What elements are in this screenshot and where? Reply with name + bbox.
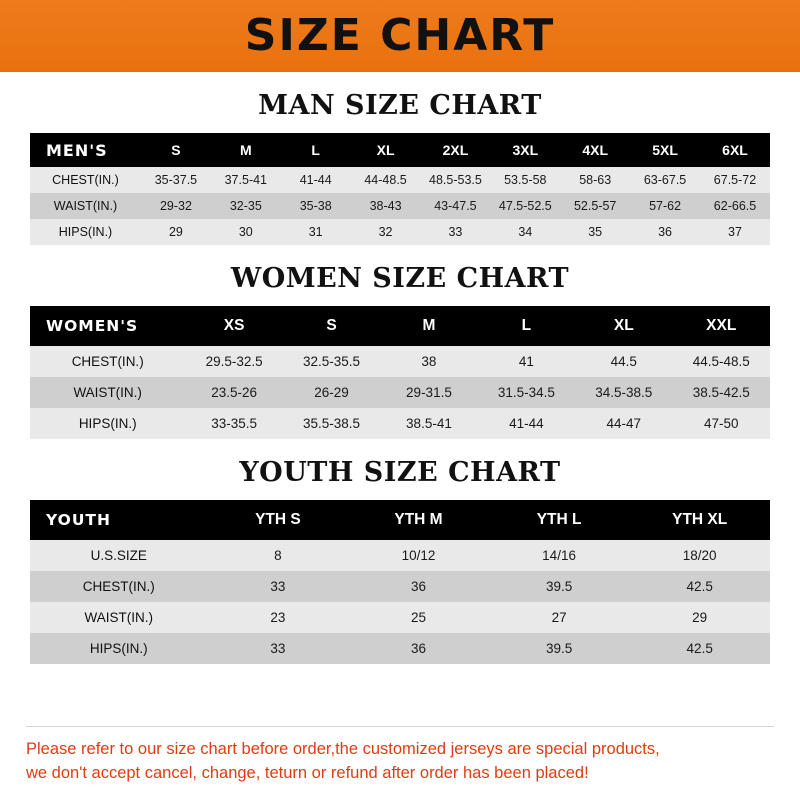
men-size-table-wrap xyxy=(30,133,770,245)
cell: 38.5-42.5 xyxy=(673,377,771,408)
men-header-l: L xyxy=(281,133,351,167)
footer-line-1: Please refer to our size chart before order,the customized jerseys are special products, xyxy=(26,739,660,758)
table-row xyxy=(30,377,770,408)
section-title-men: MAN SIZE CHART xyxy=(258,90,542,121)
table-header-row xyxy=(30,133,770,167)
women-table-body xyxy=(30,346,770,439)
women-header-xl: XL xyxy=(575,306,672,346)
table-row xyxy=(30,633,770,664)
youth-header-l: YTH L xyxy=(489,500,630,540)
cell: 35-37.5 xyxy=(141,167,211,193)
cell: 44.5-48.5 xyxy=(673,346,771,377)
cell: 36 xyxy=(348,571,489,602)
cell: 31.5-34.5 xyxy=(478,377,575,408)
men-header-3xl: 3XL xyxy=(490,133,560,167)
row-label: CHEST(IN.) xyxy=(30,346,185,377)
cell: 38-43 xyxy=(351,193,421,219)
table-header-row xyxy=(30,306,770,346)
men-size-table xyxy=(30,133,770,245)
row-label: WAIST(IN.) xyxy=(30,193,141,219)
cell: 29 xyxy=(141,219,211,245)
women-header-s: S xyxy=(283,306,380,346)
cell: 23 xyxy=(208,602,349,633)
cell: 31 xyxy=(281,219,351,245)
cell: 32.5-35.5 xyxy=(283,346,380,377)
row-label: CHEST(IN.) xyxy=(30,571,208,602)
cell: 37.5-41 xyxy=(211,167,281,193)
men-header-2xl: 2XL xyxy=(421,133,491,167)
cell: 32 xyxy=(351,219,421,245)
cell: 36 xyxy=(630,219,700,245)
men-header-6xl: 6XL xyxy=(700,133,770,167)
women-header-xxl: XXL xyxy=(673,306,771,346)
women-table-header xyxy=(30,306,770,346)
table-row xyxy=(30,219,770,245)
cell: 52.5-57 xyxy=(560,193,630,219)
men-header-xl: XL xyxy=(351,133,421,167)
men-header-s: S xyxy=(141,133,211,167)
cell: 62-66.5 xyxy=(700,193,770,219)
cell: 35.5-38.5 xyxy=(283,408,380,439)
row-label: CHEST(IN.) xyxy=(30,167,141,193)
cell: 44-48.5 xyxy=(351,167,421,193)
women-header-xs: XS xyxy=(185,306,282,346)
cell: 39.5 xyxy=(489,571,630,602)
cell: 42.5 xyxy=(629,571,770,602)
row-label: HIPS(IN.) xyxy=(30,408,185,439)
youth-header- s: YTH S xyxy=(208,500,349,540)
cell: 41 xyxy=(478,346,575,377)
cell: 27 xyxy=(489,602,630,633)
youth-table-body xyxy=(30,540,770,664)
women-size-table-wrap xyxy=(30,306,770,439)
cell: 30 xyxy=(211,219,281,245)
cell: 33-35.5 xyxy=(185,408,282,439)
table-header-row xyxy=(30,500,770,540)
cell: 43-47.5 xyxy=(421,193,491,219)
cell: 41-44 xyxy=(281,167,351,193)
cell: 44.5 xyxy=(575,346,672,377)
row-label: U.S.SIZE xyxy=(30,540,208,571)
cell: 29-32 xyxy=(141,193,211,219)
cell: 37 xyxy=(700,219,770,245)
youth-header-xl: YTH XL xyxy=(629,500,770,540)
footer-line-2: we don't accept cancel, change, teturn or refund after order has been placed! xyxy=(26,764,589,783)
footer-note xyxy=(0,716,800,800)
row-label: WAIST(IN.) xyxy=(30,377,185,408)
cell: 63-67.5 xyxy=(630,167,700,193)
youth-size-table-wrap xyxy=(30,500,770,664)
women-header-label: WOMEN'S xyxy=(30,306,185,346)
cell: 26-29 xyxy=(283,377,380,408)
row-label: HIPS(IN.) xyxy=(30,219,141,245)
cell: 18/20 xyxy=(629,540,770,571)
cell: 67.5-72 xyxy=(700,167,770,193)
youth-table-header xyxy=(30,500,770,540)
section-title-youth: YOUTH SIZE CHART xyxy=(239,457,561,488)
cell: 48.5-53.5 xyxy=(421,167,491,193)
cell: 57-62 xyxy=(630,193,700,219)
cell: 29.5-32.5 xyxy=(185,346,282,377)
row-label: HIPS(IN.) xyxy=(30,633,208,664)
cell: 34 xyxy=(490,219,560,245)
section-title-women: WOMEN SIZE CHART xyxy=(230,263,570,294)
cell: 32-35 xyxy=(211,193,281,219)
table-row xyxy=(30,167,770,193)
youth-header-label: YOUTH xyxy=(30,500,208,540)
women-header-m: M xyxy=(380,306,477,346)
cell: 23.5-26 xyxy=(185,377,282,408)
cell: 8 xyxy=(208,540,349,571)
men-header-m: M xyxy=(211,133,281,167)
cell: 33 xyxy=(421,219,491,245)
youth-header-m: YTH M xyxy=(348,500,489,540)
cell: 58-63 xyxy=(560,167,630,193)
cell: 35-38 xyxy=(281,193,351,219)
cell: 38.5-41 xyxy=(380,408,477,439)
cell: 10/12 xyxy=(348,540,489,571)
cell: 47.5-52.5 xyxy=(490,193,560,219)
cell: 34.5-38.5 xyxy=(575,377,672,408)
row-label: WAIST(IN.) xyxy=(30,602,208,633)
table-row xyxy=(30,540,770,571)
cell: 33 xyxy=(208,633,349,664)
divider xyxy=(26,726,774,727)
table-row xyxy=(30,346,770,377)
cell: 53.5-58 xyxy=(490,167,560,193)
cell: 44-47 xyxy=(575,408,672,439)
page-title: SIZE CHART xyxy=(244,10,556,61)
men-table-header xyxy=(30,133,770,167)
table-row xyxy=(30,193,770,219)
cell: 33 xyxy=(208,571,349,602)
men-header-5xl: 5XL xyxy=(630,133,700,167)
cell: 29-31.5 xyxy=(380,377,477,408)
cell: 29 xyxy=(629,602,770,633)
women-header-l: L xyxy=(478,306,575,346)
cell: 35 xyxy=(560,219,630,245)
cell: 47-50 xyxy=(673,408,771,439)
table-row xyxy=(30,408,770,439)
men-header-label: MEN'S xyxy=(30,133,141,167)
cell: 41-44 xyxy=(478,408,575,439)
cell: 36 xyxy=(348,633,489,664)
table-row xyxy=(30,602,770,633)
table-row xyxy=(30,571,770,602)
cell: 25 xyxy=(348,602,489,633)
cell: 38 xyxy=(380,346,477,377)
cell: 14/16 xyxy=(489,540,630,571)
women-size-table xyxy=(30,306,770,439)
men-table-body xyxy=(30,167,770,245)
header-banner xyxy=(0,0,800,72)
youth-size-table xyxy=(30,500,770,664)
cell: 39.5 xyxy=(489,633,630,664)
cell: 42.5 xyxy=(629,633,770,664)
men-header-4xl: 4XL xyxy=(560,133,630,167)
